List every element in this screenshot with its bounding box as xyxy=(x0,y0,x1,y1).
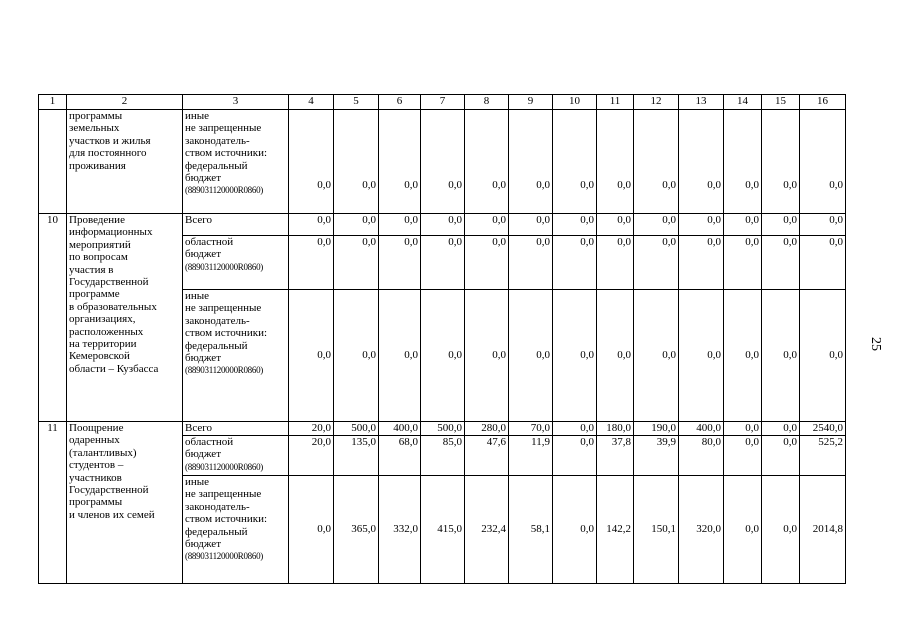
item10-other-col-4: 0,0 xyxy=(289,290,334,422)
item11-name xyxy=(67,422,183,584)
continuation-value-col-15: 0,0 xyxy=(762,110,800,214)
item11-total-col-4: 20,0 xyxy=(289,422,334,436)
continuation-value-col-5: 0,0 xyxy=(334,110,379,214)
item10-total-col-8: 0,0 xyxy=(465,214,509,236)
item11-other-label-text: иные не запрещенные законодатель- ством источники: федеральный бюджет xyxy=(185,476,268,551)
continuation-value-col-10: 0,0 xyxy=(553,110,597,214)
item10-regional-col-13: 0,0 xyxy=(679,236,724,290)
item11-regional-col-5: 135,0 xyxy=(334,436,379,476)
item10-regional-col-11: 0,0 xyxy=(597,236,634,290)
item10-total-col-13: 0,0 xyxy=(679,214,724,236)
item10-total-col-6: 0,0 xyxy=(379,214,421,236)
continuation-name xyxy=(67,110,183,214)
item11-name-text: Поощрение одаренных (талантливых) студентов – участников Государственной программы и членов их семей xyxy=(69,422,155,521)
continuation-value-col-12: 0,0 xyxy=(634,110,679,214)
continuation-value-col-7: 0,0 xyxy=(421,110,465,214)
continuation-value-col-16: 0,0 xyxy=(800,110,846,214)
item10-total-col-4: 0,0 xyxy=(289,214,334,236)
continuation-source-text: иные не запрещенные законодатель- ством источники: федеральный бюджет xyxy=(185,110,268,185)
item11-other-col-6: 332,0 xyxy=(379,476,421,584)
table-body xyxy=(39,95,846,584)
item10-number: 10 xyxy=(39,214,67,422)
column-number-row xyxy=(39,95,846,110)
item11-total-col-12: 190,0 xyxy=(634,422,679,436)
item11-other-col-14: 0,0 xyxy=(724,476,762,584)
item11-regional-col-13: 80,0 xyxy=(679,436,724,476)
column-header-4: 4 xyxy=(289,95,334,110)
column-header-12: 12 xyxy=(634,95,679,110)
continuation-value-col-14: 0,0 xyxy=(724,110,762,214)
item11-other-col-11: 142,2 xyxy=(597,476,634,584)
column-header-11: 11 xyxy=(597,95,634,110)
item11-total-col-14: 0,0 xyxy=(724,422,762,436)
item11-other-col-12: 150,1 xyxy=(634,476,679,584)
column-header-6: 6 xyxy=(379,95,421,110)
column-header-9: 9 xyxy=(509,95,553,110)
item11-other-col-10: 0,0 xyxy=(553,476,597,584)
item10-row-total xyxy=(39,214,846,236)
item11-other-label-code: (889031120000R0860) xyxy=(185,551,263,562)
continuation-value-col-6: 0,0 xyxy=(379,110,421,214)
item11-regional-label xyxy=(183,436,289,476)
item10-regional-col-14: 0,0 xyxy=(724,236,762,290)
item10-regional-col-8: 0,0 xyxy=(465,236,509,290)
item10-regional-label-text: областной бюджет xyxy=(185,236,234,261)
item11-total-col-9: 70,0 xyxy=(509,422,553,436)
continuation-source-code: (889031120000R0860) xyxy=(185,185,263,196)
item10-regional-col-16: 0,0 xyxy=(800,236,846,290)
item10-total-label xyxy=(183,214,289,236)
item10-regional-col-10: 0,0 xyxy=(553,236,597,290)
item10-regional-col-5: 0,0 xyxy=(334,236,379,290)
item10-name-text: Проведение информационных мероприятий по вопросам участия в Государственной программе в образовательных организациях, расположенных на территории Кемеровской области – Кузбасса xyxy=(69,214,159,375)
item11-total-col-10: 0,0 xyxy=(553,422,597,436)
item11-regional-col-14: 0,0 xyxy=(724,436,762,476)
item11-other-col-9: 58,1 xyxy=(509,476,553,584)
item11-regional-col-4: 20,0 xyxy=(289,436,334,476)
item10-other-col-9: 0,0 xyxy=(509,290,553,422)
page-number: 25 xyxy=(868,337,883,351)
item10-other-col-14: 0,0 xyxy=(724,290,762,422)
column-header-16: 16 xyxy=(800,95,846,110)
budget-table-page xyxy=(38,94,846,584)
continuation-source xyxy=(183,110,289,214)
item10-total-col-16: 0,0 xyxy=(800,214,846,236)
item10-other-col-12: 0,0 xyxy=(634,290,679,422)
item11-other-label xyxy=(183,476,289,584)
item11-regional-col-8: 47,6 xyxy=(465,436,509,476)
item11-other-col-15: 0,0 xyxy=(762,476,800,584)
item11-regional-col-12: 39,9 xyxy=(634,436,679,476)
column-header-10: 10 xyxy=(553,95,597,110)
item11-regional-label-code: (889031120000R0860) xyxy=(185,461,263,472)
item10-name xyxy=(67,214,183,422)
item11-other-col-13: 320,0 xyxy=(679,476,724,584)
item10-other-label-text: иные не запрещенные законодатель- ством источники: федеральный бюджет xyxy=(185,290,268,365)
item10-total-col-11: 0,0 xyxy=(597,214,634,236)
item11-total-col-7: 500,0 xyxy=(421,422,465,436)
item10-other-col-8: 0,0 xyxy=(465,290,509,422)
column-header-7: 7 xyxy=(421,95,465,110)
item11-regional-col-16: 525,2 xyxy=(800,436,846,476)
item10-regional-col-6: 0,0 xyxy=(379,236,421,290)
item10-other-label xyxy=(183,290,289,422)
item11-total-col-8: 280,0 xyxy=(465,422,509,436)
column-header-5: 5 xyxy=(334,95,379,110)
column-header-14: 14 xyxy=(724,95,762,110)
item10-total-col-15: 0,0 xyxy=(762,214,800,236)
item10-regional-col-4: 0,0 xyxy=(289,236,334,290)
column-header-2: 2 xyxy=(67,95,183,110)
continuation-value-col-4: 0,0 xyxy=(289,110,334,214)
item11-other-col-16: 2014,8 xyxy=(800,476,846,584)
item10-total-col-12: 0,0 xyxy=(634,214,679,236)
item10-total-col-9: 0,0 xyxy=(509,214,553,236)
item10-total-col-10: 0,0 xyxy=(553,214,597,236)
item10-other-col-16: 0,0 xyxy=(800,290,846,422)
item11-regional-col-6: 68,0 xyxy=(379,436,421,476)
item10-total-col-14: 0,0 xyxy=(724,214,762,236)
item10-regional-col-7: 0,0 xyxy=(421,236,465,290)
item11-total-col-13: 400,0 xyxy=(679,422,724,436)
item10-other-col-6: 0,0 xyxy=(379,290,421,422)
continuation-value-col-11: 0,0 xyxy=(597,110,634,214)
column-header-1: 1 xyxy=(39,95,67,110)
item11-regional-col-9: 11,9 xyxy=(509,436,553,476)
item11-regional-label-text: областной бюджет xyxy=(185,436,234,461)
item10-other-col-7: 0,0 xyxy=(421,290,465,422)
continuation-value-col-9: 0,0 xyxy=(509,110,553,214)
column-header-15: 15 xyxy=(762,95,800,110)
item11-total-label xyxy=(183,422,289,436)
item10-other-col-13: 0,0 xyxy=(679,290,724,422)
item10-total-label-text: Всего xyxy=(185,214,212,226)
continuation-num xyxy=(39,110,67,214)
item11-total-col-16: 2540,0 xyxy=(800,422,846,436)
column-header-13: 13 xyxy=(679,95,724,110)
item11-total-col-15: 0,0 xyxy=(762,422,800,436)
item10-regional-col-9: 0,0 xyxy=(509,236,553,290)
item11-regional-col-7: 85,0 xyxy=(421,436,465,476)
item10-total-col-7: 0,0 xyxy=(421,214,465,236)
item10-other-col-10: 0,0 xyxy=(553,290,597,422)
item10-regional-col-12: 0,0 xyxy=(634,236,679,290)
item11-total-col-11: 180,0 xyxy=(597,422,634,436)
item10-regional-label-code: (889031120000R0860) xyxy=(185,261,263,272)
continuation-value-col-13: 0,0 xyxy=(679,110,724,214)
continuation-name-text: программы земельных участков и жилья для постоянного проживания xyxy=(69,110,151,172)
item10-other-col-15: 0,0 xyxy=(762,290,800,422)
item10-regional-col-15: 0,0 xyxy=(762,236,800,290)
item11-number: 11 xyxy=(39,422,67,584)
item11-regional-col-11: 37,8 xyxy=(597,436,634,476)
item10-regional-label xyxy=(183,236,289,290)
continuation-value-col-8: 0,0 xyxy=(465,110,509,214)
budget-table xyxy=(38,94,846,584)
item11-total-col-6: 400,0 xyxy=(379,422,421,436)
item11-row-total xyxy=(39,422,846,436)
item11-other-col-4: 0,0 xyxy=(289,476,334,584)
item10-total-col-5: 0,0 xyxy=(334,214,379,236)
item11-regional-col-10: 0,0 xyxy=(553,436,597,476)
item11-regional-col-15: 0,0 xyxy=(762,436,800,476)
continuation-row xyxy=(39,110,846,214)
item10-other-label-code: (889031120000R0860) xyxy=(185,365,263,376)
column-header-3: 3 xyxy=(183,95,289,110)
item10-other-col-11: 0,0 xyxy=(597,290,634,422)
column-header-8: 8 xyxy=(465,95,509,110)
item11-other-col-5: 365,0 xyxy=(334,476,379,584)
item11-total-label-text: Всего xyxy=(185,422,212,434)
item11-other-col-7: 415,0 xyxy=(421,476,465,584)
item11-total-col-5: 500,0 xyxy=(334,422,379,436)
item10-other-col-5: 0,0 xyxy=(334,290,379,422)
item11-other-col-8: 232,4 xyxy=(465,476,509,584)
